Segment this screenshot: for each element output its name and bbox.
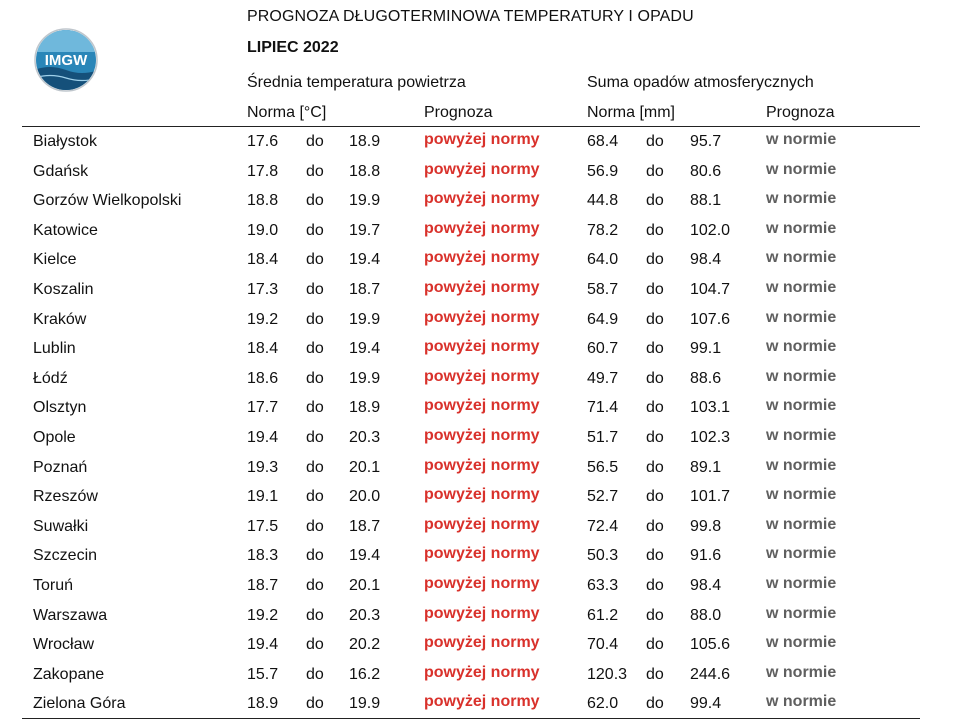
temp-norm-max: 18.7	[349, 280, 381, 298]
temp-range-sep: do	[306, 488, 324, 506]
precip-forecast: w normie	[766, 367, 837, 385]
precip-forecast: w normie	[766, 249, 837, 267]
city-name: Katowice	[33, 221, 98, 239]
temp-norm-min: 18.9	[247, 695, 279, 713]
page-title: PROGNOZA DŁUGOTERMINOWA TEMPERATURY I OPADU	[247, 8, 694, 25]
precip-range-sep: do	[646, 162, 664, 180]
table-row	[0, 276, 954, 306]
temp-norm-max: 19.4	[349, 547, 381, 565]
header-divider	[22, 126, 920, 127]
table-row	[0, 572, 954, 602]
precip-range-sep: do	[646, 488, 664, 506]
temp-norm-min: 19.2	[247, 606, 279, 624]
table-row	[0, 602, 954, 632]
temp-norm-min: 19.4	[247, 428, 279, 446]
city-name: Suwałki	[33, 517, 89, 535]
logo-text: IMGW	[44, 52, 88, 69]
temp-norm-min: 18.6	[247, 369, 279, 387]
temp-forecast: powyżej normy	[424, 367, 540, 385]
precip-range-sep: do	[646, 576, 664, 594]
temp-range-sep: do	[306, 399, 324, 417]
temp-forecast-header: Prognoza	[424, 104, 493, 121]
precip-norm-max: 99.8	[690, 517, 722, 535]
temp-forecast: powyżej normy	[424, 545, 540, 563]
precip-forecast: w normie	[766, 397, 837, 415]
temp-range-sep: do	[306, 606, 324, 624]
precip-range-sep: do	[646, 636, 664, 654]
temp-range-sep: do	[306, 636, 324, 654]
precip-norm-max: 102.3	[690, 428, 731, 446]
precip-range-sep: do	[646, 340, 664, 358]
precip-range-sep: do	[646, 133, 664, 150]
city-name: Koszalin	[33, 280, 94, 298]
precip-norm-max: 99.1	[690, 340, 722, 358]
precip-norm-min: 61.2	[587, 606, 619, 624]
precip-norm-max: 99.4	[690, 695, 722, 713]
precip-norm-max: 98.4	[690, 251, 722, 269]
precip-range-sep: do	[646, 695, 664, 713]
temp-norm-max: 20.2	[349, 636, 381, 654]
precip-range-sep: do	[646, 606, 664, 624]
temp-norm-min: 18.4	[247, 251, 279, 269]
precip-forecast: w normie	[766, 219, 837, 237]
precip-norm-max: 80.6	[690, 162, 722, 180]
temp-forecast: powyżej normy	[424, 397, 540, 415]
table-row	[0, 513, 954, 543]
precip-norm-min: 72.4	[587, 517, 619, 535]
precip-forecast: w normie	[766, 486, 837, 504]
temp-range-sep: do	[306, 251, 324, 269]
table-row	[0, 690, 954, 720]
temp-norm-max: 18.7	[349, 517, 381, 535]
precip-forecast: w normie	[766, 604, 837, 622]
precip-forecast: w normie	[766, 515, 837, 533]
temp-norm-max: 18.9	[349, 133, 381, 150]
city-name: Zielona Góra	[33, 695, 126, 713]
temp-norm-max: 18.9	[349, 399, 381, 417]
table-row	[0, 454, 954, 484]
city-name: Lublin	[33, 340, 76, 358]
precip-norm-max: 88.6	[690, 369, 722, 387]
precip-norm-max: 91.6	[690, 547, 722, 565]
precip-range-sep: do	[646, 665, 664, 683]
table-row	[0, 128, 954, 158]
precip-norm-min: 60.7	[587, 340, 619, 358]
precip-range-sep: do	[646, 192, 664, 210]
precip-norm-min: 52.7	[587, 488, 619, 506]
precip-range-sep: do	[646, 458, 664, 476]
precip-norm-max: 88.0	[690, 606, 722, 624]
temp-forecast: powyżej normy	[424, 693, 540, 711]
temp-range-sep: do	[306, 458, 324, 476]
temp-range-sep: do	[306, 280, 324, 298]
temp-norm-min: 19.4	[247, 636, 279, 654]
city-name: Łódź	[33, 369, 68, 387]
precip-range-sep: do	[646, 221, 664, 239]
temp-norm-min: 18.3	[247, 547, 279, 565]
precip-norm-max: 88.1	[690, 192, 722, 210]
temp-forecast: powyżej normy	[424, 634, 540, 652]
city-name: Kraków	[33, 310, 87, 328]
city-name: Gdańsk	[33, 162, 89, 180]
precip-range-sep: do	[646, 369, 664, 387]
temp-norm-min: 19.2	[247, 310, 279, 328]
temp-norm-max: 20.3	[349, 428, 381, 446]
precip-forecast: w normie	[766, 308, 837, 326]
city-name: Poznań	[33, 458, 88, 476]
table-row	[0, 158, 954, 188]
temp-range-sep: do	[306, 665, 324, 683]
temp-norm-min: 19.0	[247, 221, 279, 239]
precip-norm-min: 71.4	[587, 399, 619, 417]
temp-forecast: powyżej normy	[424, 219, 540, 237]
temp-group-header: Średnia temperatura powietrza	[247, 74, 466, 91]
city-name: Białystok	[33, 133, 98, 150]
precip-norm-max: 89.1	[690, 458, 722, 476]
precip-forecast: w normie	[766, 634, 837, 652]
table-row	[0, 246, 954, 276]
temp-range-sep: do	[306, 162, 324, 180]
precip-norm-min: 44.8	[587, 192, 619, 210]
precip-range-sep: do	[646, 251, 664, 269]
temp-forecast: powyżej normy	[424, 426, 540, 444]
temp-norm-max: 16.2	[349, 665, 381, 683]
temp-forecast: powyżej normy	[424, 604, 540, 622]
temp-norm-max: 19.7	[349, 221, 381, 239]
precip-forecast: w normie	[766, 190, 837, 208]
precip-norm-min: 49.7	[587, 369, 619, 387]
precip-norm-min: 64.0	[587, 251, 619, 269]
temp-norm-max: 19.9	[349, 369, 381, 387]
temp-forecast: powyżej normy	[424, 308, 540, 326]
precip-range-sep: do	[646, 310, 664, 328]
temp-norm-min: 15.7	[247, 665, 279, 683]
table-row	[0, 217, 954, 247]
temp-norm-min: 17.8	[247, 162, 279, 180]
precip-forecast: w normie	[766, 160, 837, 178]
table-row	[0, 394, 954, 424]
precip-norm-max: 105.6	[690, 636, 731, 654]
temp-norm-max: 18.8	[349, 162, 381, 180]
city-name: Gorzów Wielkopolski	[33, 192, 182, 210]
precip-norm-max: 104.7	[690, 280, 731, 298]
temp-norm-min: 18.7	[247, 576, 279, 594]
precip-norm-min: 56.9	[587, 162, 619, 180]
temp-norm-min: 18.4	[247, 340, 279, 358]
precip-norm-max: 101.7	[690, 488, 731, 506]
city-name: Warszawa	[33, 606, 108, 624]
temp-norm-min: 19.3	[247, 458, 279, 476]
precip-norm-min: 68.4	[587, 133, 619, 150]
city-name: Olsztyn	[33, 399, 87, 417]
precip-forecast: w normie	[766, 338, 837, 356]
temp-norm-max: 20.3	[349, 606, 381, 624]
precip-norm-min: 62.0	[587, 695, 619, 713]
temp-range-sep: do	[306, 547, 324, 565]
precip-norm-max: 98.4	[690, 576, 722, 594]
table-row	[0, 483, 954, 513]
temp-forecast: powyżej normy	[424, 131, 540, 148]
table-bottom-divider	[22, 718, 920, 719]
temp-range-sep: do	[306, 192, 324, 210]
temp-range-sep: do	[306, 517, 324, 535]
precip-range-sep: do	[646, 428, 664, 446]
imgw-logo	[34, 28, 98, 92]
precip-norm-min: 64.9	[587, 310, 619, 328]
precip-forecast: w normie	[766, 545, 837, 563]
precip-norm-min: 51.7	[587, 428, 619, 446]
precip-norm-max: 95.7	[690, 133, 722, 150]
page-subtitle: LIPIEC 2022	[247, 39, 339, 56]
temp-range-sep: do	[306, 576, 324, 594]
precip-range-sep: do	[646, 280, 664, 298]
precip-forecast-header: Prognoza	[766, 104, 835, 121]
precip-range-sep: do	[646, 399, 664, 417]
temp-norm-max: 19.4	[349, 251, 381, 269]
table-row	[0, 187, 954, 217]
precip-norm-min: 78.2	[587, 221, 619, 239]
temp-forecast: powyżej normy	[424, 190, 540, 208]
city-name: Rzeszów	[33, 488, 98, 506]
temp-norm-max: 20.1	[349, 576, 381, 594]
precip-group-header: Suma opadów atmosferycznych	[587, 74, 814, 91]
precip-forecast: w normie	[766, 278, 837, 296]
temp-norm-min: 18.8	[247, 192, 279, 210]
precip-norm-max: 102.0	[690, 221, 731, 239]
precip-norm-max: 107.6	[690, 310, 731, 328]
precip-norm-max: 244.6	[690, 665, 731, 683]
precip-norm-max: 103.1	[690, 399, 731, 417]
temp-norm-max: 19.9	[349, 192, 381, 210]
temp-norm-min: 17.3	[247, 280, 279, 298]
temp-forecast: powyżej normy	[424, 249, 540, 267]
table-row	[0, 306, 954, 336]
precip-forecast: w normie	[766, 693, 837, 711]
precip-forecast: w normie	[766, 456, 837, 474]
temp-norm-max: 20.0	[349, 488, 381, 506]
temp-norm-min: 19.1	[247, 488, 279, 506]
table-row	[0, 542, 954, 572]
temp-norm-header: Norma [°C]	[247, 104, 327, 121]
temp-norm-max: 19.4	[349, 340, 381, 358]
precip-norm-min: 58.7	[587, 280, 619, 298]
temp-norm-min: 17.5	[247, 517, 279, 535]
precip-forecast: w normie	[766, 426, 837, 444]
temp-forecast: powyżej normy	[424, 160, 540, 178]
precip-range-sep: do	[646, 517, 664, 535]
temp-range-sep: do	[306, 310, 324, 328]
table-row	[0, 661, 954, 691]
city-name: Toruń	[33, 576, 74, 594]
city-name: Opole	[33, 428, 76, 446]
precip-forecast: w normie	[766, 574, 837, 592]
table-row	[0, 424, 954, 454]
precip-norm-min: 50.3	[587, 547, 619, 565]
precip-norm-min: 63.3	[587, 576, 619, 594]
temp-forecast: powyżej normy	[424, 338, 540, 356]
temp-range-sep: do	[306, 428, 324, 446]
temp-norm-max: 19.9	[349, 695, 381, 713]
temp-norm-max: 19.9	[349, 310, 381, 328]
precip-forecast: w normie	[766, 131, 837, 148]
temp-forecast: powyżej normy	[424, 515, 540, 533]
precip-forecast: w normie	[766, 663, 837, 681]
temp-range-sep: do	[306, 369, 324, 387]
precip-range-sep: do	[646, 547, 664, 565]
temp-range-sep: do	[306, 133, 324, 150]
precip-norm-header: Norma [mm]	[587, 104, 675, 121]
table-row	[0, 335, 954, 365]
temp-range-sep: do	[306, 340, 324, 358]
city-name: Kielce	[33, 251, 77, 269]
table-row	[0, 365, 954, 395]
forecast-table	[0, 128, 954, 720]
table-row	[0, 631, 954, 661]
city-name: Szczecin	[33, 547, 98, 565]
temp-forecast: powyżej normy	[424, 278, 540, 296]
temp-norm-max: 20.1	[349, 458, 381, 476]
temp-range-sep: do	[306, 221, 324, 239]
city-name: Zakopane	[33, 665, 105, 683]
temp-norm-min: 17.6	[247, 133, 279, 150]
precip-norm-min: 56.5	[587, 458, 619, 476]
temp-forecast: powyżej normy	[424, 574, 540, 592]
temp-range-sep: do	[306, 695, 324, 713]
temp-forecast: powyżej normy	[424, 663, 540, 681]
temp-forecast: powyżej normy	[424, 486, 540, 504]
temp-forecast: powyżej normy	[424, 456, 540, 474]
city-name: Wrocław	[33, 636, 95, 654]
precip-norm-min: 70.4	[587, 636, 619, 654]
temp-norm-min: 17.7	[247, 399, 279, 417]
precip-norm-min: 120.3	[587, 665, 628, 683]
